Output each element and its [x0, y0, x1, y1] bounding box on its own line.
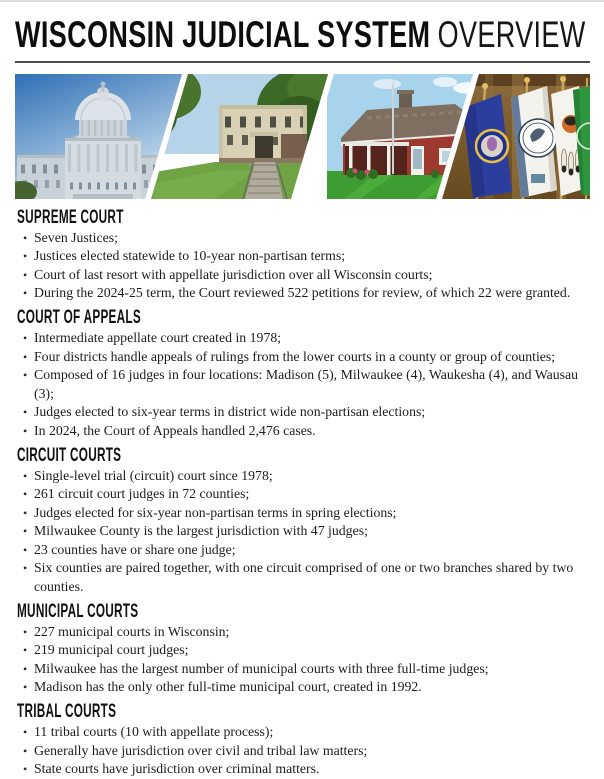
bullet-icon: •: [23, 331, 28, 345]
bullet-icon: •: [23, 423, 28, 438]
bullet-item: • Composed of 16 judges in four locations: Madison (5), Milwaukee (4), Waukesha (4), and Wausau (3);: [15, 366, 597, 403]
supreme-court-list: [15, 229, 597, 303]
bullet-item: • Seven Justices;: [15, 229, 597, 248]
bullet-item: • Justices elected statewide to 10-year non-partisan terms;: [15, 247, 597, 266]
courthouse-building: [219, 105, 322, 164]
bullet-icon: •: [23, 230, 28, 245]
bullet-icon: •: [23, 680, 28, 694]
title-underline: [15, 61, 590, 63]
bullet-item: • 227 municipal courts in Wisconsin;: [15, 623, 597, 642]
bullet-icon: •: [23, 762, 28, 776]
bullet-icon: •: [23, 505, 28, 520]
bullet-icon: •: [23, 743, 28, 758]
section-title-tribal-courts: TRIBAL COURTS: [17, 701, 117, 722]
section-title-circuit-courts: CIRCUIT COURTS: [17, 444, 122, 466]
bullet-item: • Court of last resort with appellate jurisdiction over all Wisconsin courts;: [15, 266, 597, 285]
bullet-icon: •: [23, 368, 28, 382]
section-title-court-of-appeals: COURT OF APPEALS: [17, 307, 141, 328]
bullet-icon: •: [23, 725, 28, 739]
court-of-appeals-list: [15, 329, 597, 440]
section-title-municipal-courts: MUNICIPAL COURTS: [17, 600, 139, 622]
bullet-item: • 261 circuit court judges in 72 counties;: [15, 485, 597, 504]
bullet-item: • 23 counties have or share one judge;: [15, 541, 597, 560]
bullet-icon: •: [23, 468, 28, 483]
bullet-item: • During the 2024-25 term, the Court reviewed 522 petitions for review, of which 22 were granted.: [15, 284, 597, 303]
bullet-icon: •: [23, 405, 28, 419]
bullet-icon: •: [23, 643, 28, 657]
municipal-courts-list: [15, 623, 597, 697]
bullet-icon: •: [23, 542, 28, 557]
page-title: [15, 16, 586, 53]
bullet-item: • Intermediate appellate court created in 1978;: [15, 329, 597, 348]
bullet-item: • Milwaukee has the largest number of municipal courts with three full-time judges;: [15, 660, 597, 679]
bullet-item: • Generally have jurisdiction over civil and tribal law matters;: [15, 742, 597, 761]
bullet-item: • 219 municipal court judges;: [15, 641, 597, 660]
bullet-icon: •: [23, 561, 28, 575]
bullet-icon: •: [23, 661, 28, 676]
bullet-icon: •: [23, 286, 28, 300]
bullet-item: • Single-level trial (circuit) court since 1978;: [15, 467, 597, 486]
bullet-icon: •: [23, 349, 28, 364]
bullet-item: • State courts have jurisdiction over criminal matters.: [15, 760, 597, 779]
bullet-item: • Judges elected to six-year terms in district wide non-partisan elections;: [15, 403, 597, 422]
bullet-item: • Milwaukee County is the largest jurisdiction with 47 judges;: [15, 522, 597, 541]
photo-strip: [15, 74, 590, 199]
bullet-item: • Four districts handle appeals of rulings from the lower courts in a county or group of counties;: [15, 348, 597, 367]
bullet-item: • Judges elected for six-year non-partisan terms in spring elections;: [15, 504, 597, 523]
bullet-icon: •: [23, 267, 28, 282]
bullet-icon: •: [23, 249, 28, 263]
bullet-item: • Madison has the only other full-time municipal court, created in 1992.: [15, 678, 597, 697]
title-suffix: OVERVIEW: [437, 14, 586, 55]
tribal-courts-list: [15, 723, 597, 779]
bullet-icon: •: [23, 487, 28, 501]
title-main: WISCONSIN JUDICIAL SYSTEM: [15, 14, 431, 55]
bullet-icon: •: [23, 624, 28, 639]
bullet-item: • In 2024, the Court of Appeals handled 2,476 cases.: [15, 422, 597, 441]
section-title-supreme-court: SUPREME COURT: [17, 206, 124, 228]
bullet-item: • 11 tribal courts (10 with appellate process);: [15, 723, 597, 742]
bullet-icon: •: [23, 524, 28, 538]
bullet-item: • Six counties are paired together, with one circuit comprised of one or two branches shared by two counties.: [15, 559, 597, 596]
sections-content: [15, 202, 597, 779]
circuit-courts-list: [15, 467, 597, 597]
